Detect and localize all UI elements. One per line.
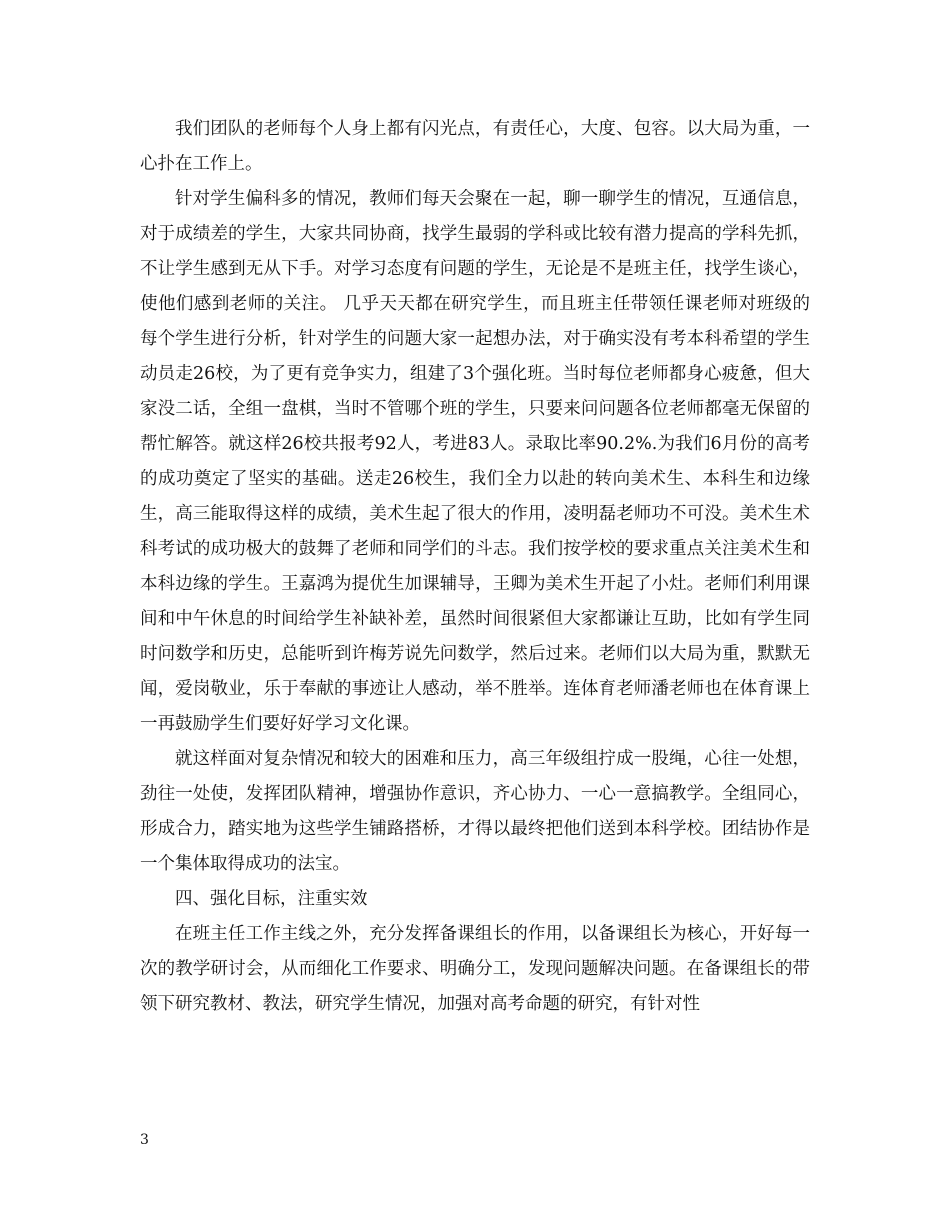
paragraph-student-support: 针对学生偏科多的情况，教师们每天会聚在一起，聊一聊学生的情况，互通信息，对于成绩差的学生，大家共同协商，找学生最弱的学科或比较有潜力提高的学科先抓，不让学生感到无从下手。对学习态度有问题的学生，无论是不是班主任，找学生谈心，使他们感到老师的关注。 几乎天天都在研究学生，而且班主任带领任课老师对班级的每个学生进行分析，针对学生的问题大家一起想办法，对于确实没有考本科希望的学生动员走26校，为了更有竞争实力，组建了3个强化班。当时每位老师都身心疲惫，但大家没二话，全组一盘棋，当时不管哪个班的学生，只要来问问题各位老师都毫无保留的帮忙解答。就这样26校共报考92人，考进83人。录取比率90.2%.为我们6月份的高考的成功奠定了坚实的基础。送走26校生，我们全力以赴的转向美术生、本科生和边缘生，高三能取得这样的成绩，美术生起了很大的作用，凌明磊老师功不可没。美术生术科考试的成功极大的鼓舞了老师和同学们的斗志。我们按学校的要求重点关注美术生和本科边缘的学生。王嘉鸿为提优生加课辅导，王卿为美术生开起了小灶。老师们利用课间和中午休息的时间给学生补缺补差，虽然时间很紧但大家都谦让互助，比如有学生同时问数学和历史，总能听到许梅芳说先问数学，然后过来。老师们以大局为重，默默无闻，爱岗敬业，乐于奉献的事迹让人感动，举不胜举。连体育老师潘老师也在体育课上一再鼓励学生们要好好学习文化课。 [140, 189, 810, 734]
section-heading-goals: 四、强化目标，注重实效 [175, 889, 368, 909]
page-number: 3 [140, 1132, 149, 1148]
document-body [140, 112, 810, 1022]
paragraph-lesson-groups: 在班主任工作主线之外，充分发挥备课组长的作用，以备课组长为核心，开好每一次的教学研讨会，从而细化工作要求、明确分工，发现问题解决问题。在备课组长的带领下研究教材、教法，研究学生情况，加强对高考命题的研究，有针对性 [140, 924, 810, 1014]
paragraph-teamwork: 就这样面对复杂情况和较大的困难和压力，高三年级组拧成一股绳，心往一处想，劲往一处使，发挥团队精神，增强协作意识，齐心协力、一心一意搞教学。全组同心，形成合力，踏实地为这些学生铺路搭桥，才得以最终把他们送到本科学校。团结协作是一个集体取得成功的法宝。 [140, 749, 810, 874]
paragraph-team-qualities: 我们团队的老师每个人身上都有闪光点，有责任心，大度、包容。以大局为重，一心扑在工作上。 [140, 119, 810, 174]
